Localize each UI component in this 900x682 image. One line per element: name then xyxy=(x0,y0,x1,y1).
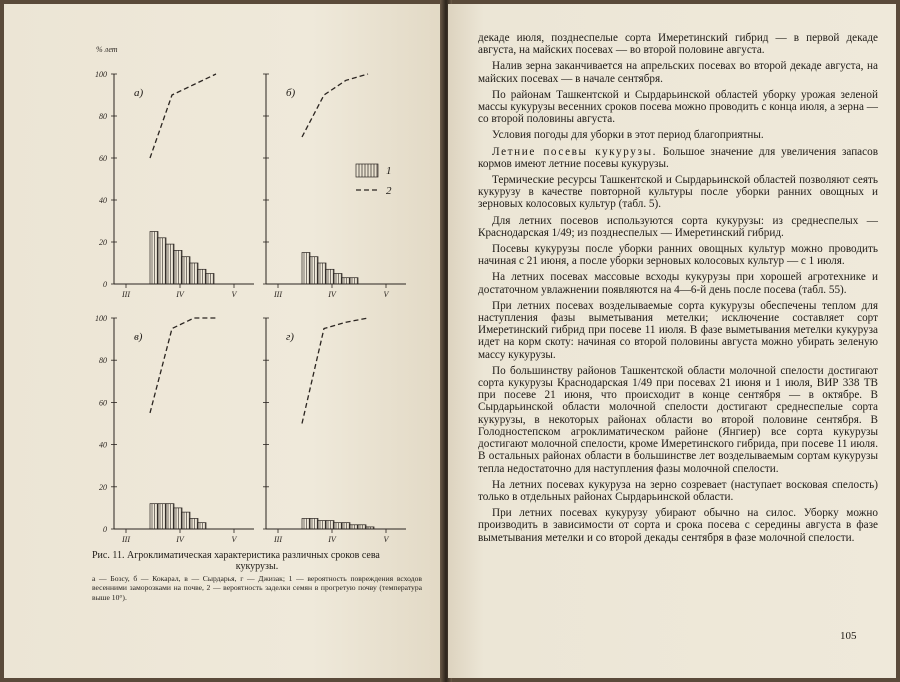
paragraph: Налив зерна заканчивается на апрельских посевах во второй декаде августа, на майских посевах — в начале сентября. xyxy=(478,60,878,85)
page-number: 105 xyxy=(840,630,857,642)
bar-series-1 xyxy=(150,232,158,285)
y-tick-label: 80 xyxy=(99,356,107,366)
y-tick-label: 60 xyxy=(99,154,107,163)
paragraph: Условия погоды для уборки в этот период благоприятны. xyxy=(492,129,764,142)
paragraph: При летних посевах возделываемые сорта кукурузы обеспечены теплом для наступления фазы выметывания метелки; исключение составляет сорт Имеретинский гибрид при посеве 11 июля. В фазе выметывания метелки кукуруза идет на корм скоту: начиная со второй половины августа можно убирать зеленую массу кукурузы. xyxy=(478,299,878,361)
y-tick-label: 20 xyxy=(99,238,107,247)
bar-series-1 xyxy=(326,521,334,529)
bar-series-1 xyxy=(350,278,358,284)
x-tick-label: IV xyxy=(176,535,184,544)
left-page xyxy=(4,4,444,678)
bar-series-1 xyxy=(182,512,190,529)
x-tick-label: III xyxy=(274,290,282,299)
y-tick-label: 40 xyxy=(99,196,107,205)
y-tick-label: 40 xyxy=(99,440,107,450)
bar-series-1 xyxy=(190,263,198,284)
bar-series-1 xyxy=(158,238,166,284)
bar-series-1 xyxy=(310,518,318,529)
figure-note: а — Бозсу, б — Кокарал, в — Сырдарья, г — Джизак; 1 — вероятность повреждения всходов весенними заморозками на почве, 2 — вероятность заделки семян в прогретую почву (температура выше 10°). xyxy=(92,574,422,602)
paragraph: По большинству районов Ташкентской области молочной спелости достигают сорта кукурузы Краснодарская 1/49 при посевах 21 июня и 1 июля, ВИР 338 ТВ при посеве 21 июня, что происходит в конце сентября — в октябре. В Сырдарьинской области молочной спелости достигают среднеспелые сорта кукурузы, в некоторых районах области во второй половине сентября. В Голодностепском агроклиматическом районе (Янгиер) все сорта кукурузы достигают молочной спелости, кроме Имеретинского гибрида, при посеве 11 июля. В остальных районах области в большинстве лет возделываемым сортам кукурузы тепла недостаточно для наступления фазы молочной спелости. xyxy=(478,364,878,475)
bar-series-1 xyxy=(190,518,198,529)
x-tick-label: III xyxy=(274,535,282,544)
y-tick-label: 80 xyxy=(99,112,107,121)
bar-series-1 xyxy=(150,504,158,529)
bar-series-1 xyxy=(166,504,174,529)
bar-series-1 xyxy=(302,253,310,285)
y-tick-label: 100 xyxy=(95,314,107,323)
y-tick-label: 60 xyxy=(99,398,107,408)
bar-series-1 xyxy=(334,274,342,285)
bar-series-1 xyxy=(158,504,166,529)
paragraph: декаде июля, позднеспелые сорта Имеретинский гибрид — в первой декаде августа, на майских посевах — во второй половине августа. xyxy=(478,32,878,57)
paragraph: Посевы кукурузы после уборки ранних овощных культур можно проводить начиная с 21 июня, а после уборки зерновых колосовых культур — с 1 июля. xyxy=(478,243,878,268)
paragraph: На летних посевах массовые всходы кукурузы при хорошей агротехнике и достаточном увлажнении появляются на 4—6-й день после посева (табл. 55). xyxy=(478,271,878,296)
legend-label-2: 2 xyxy=(386,185,392,197)
paragraph: Для летних посевов используются сорта кукурузы: из среднеспелых — Краснодарская 1/49; из позднеспелых — Имеретинский гибрид. xyxy=(478,214,878,239)
bar-series-1 xyxy=(166,244,174,284)
x-tick-label: V xyxy=(383,290,389,299)
x-tick-label: V xyxy=(231,535,237,544)
bar-series-1 xyxy=(174,250,182,284)
paragraph: На летних посевах кукуруза на зерно созревает (наступает восковая спелость) только в отдельных районах Сырдарьинской области. xyxy=(478,478,878,503)
x-tick-label: III xyxy=(122,535,130,544)
bar-series-1 xyxy=(318,521,326,529)
line-series-2 xyxy=(150,74,216,158)
panel-label: б) xyxy=(286,87,296,99)
legend-label-1: 1 xyxy=(386,165,392,177)
paragraph: По районам Ташкентской и Сырдарьинской областей уборку урожая зеленой массы кукурузы весенних сроков посева можно проводить с конца июля, а зерна — со второй половины августа. xyxy=(478,88,878,126)
caption-line-1: Рис. 11. Агроклиматическая характеристика различных сроков сева xyxy=(92,550,380,561)
paragraph: При летних посевах кукурузу убирают обычно на силос. Уборку можно производить в зависимости от сорта и срока посева с середины августа в фазе выметывания метелки и со второй декады сентября в фазе молочной спелости. xyxy=(478,507,878,544)
panel-label: а) xyxy=(134,87,144,99)
y-tick-label: 0 xyxy=(103,525,107,534)
x-tick-label: IV xyxy=(328,535,336,544)
panel-label: г) xyxy=(286,331,294,343)
body-text xyxy=(478,32,878,548)
x-tick-label: IV xyxy=(328,290,336,299)
x-tick-label: III xyxy=(122,290,130,299)
y-tick-label: 20 xyxy=(99,482,107,492)
y-axis-unit: % лет xyxy=(96,45,118,54)
bar-series-1 xyxy=(182,257,190,284)
caption-line-2: кукурузы. xyxy=(235,561,279,572)
bar-series-1 xyxy=(318,263,326,284)
x-tick-label: V xyxy=(383,535,389,544)
panel-label: в) xyxy=(134,331,143,343)
x-tick-label: V xyxy=(231,290,237,299)
line-series-2 xyxy=(150,318,216,413)
bar-series-1 xyxy=(206,274,214,285)
bar-series-1 xyxy=(342,523,350,529)
right-page xyxy=(448,4,896,678)
bar-series-1 xyxy=(350,525,358,529)
bar-series-1 xyxy=(198,523,206,529)
bar-series-1 xyxy=(358,525,366,529)
bar-series-1 xyxy=(174,508,182,529)
bar-series-1 xyxy=(198,269,206,284)
figure-caption xyxy=(92,550,422,572)
y-tick-label: 0 xyxy=(103,280,107,289)
bar-series-1 xyxy=(342,278,350,284)
bar-series-1 xyxy=(366,527,374,529)
bar-series-1 xyxy=(326,269,334,284)
x-tick-label: IV xyxy=(176,290,184,299)
bar-series-1 xyxy=(334,523,342,529)
paragraph: Термические ресурсы Ташкентской и Сырдарьинской областей позволяют сеять кукурузу в качестве повторной культуры после уборки ранних овощных и зерновых колосовых культур (табл. 5). xyxy=(478,174,878,211)
paragraph: Летние посевы кукурузы. Большое значение для увеличения запасов кормов имеют летние посевы кукурузы. xyxy=(478,145,878,170)
section-heading: Летние посевы кукурузы. xyxy=(492,145,658,158)
y-tick-label: 100 xyxy=(95,70,107,79)
line-series-2 xyxy=(302,74,368,137)
line-series-2 xyxy=(302,318,368,424)
bar-series-1 xyxy=(302,518,310,529)
bar-series-1 xyxy=(310,257,318,284)
